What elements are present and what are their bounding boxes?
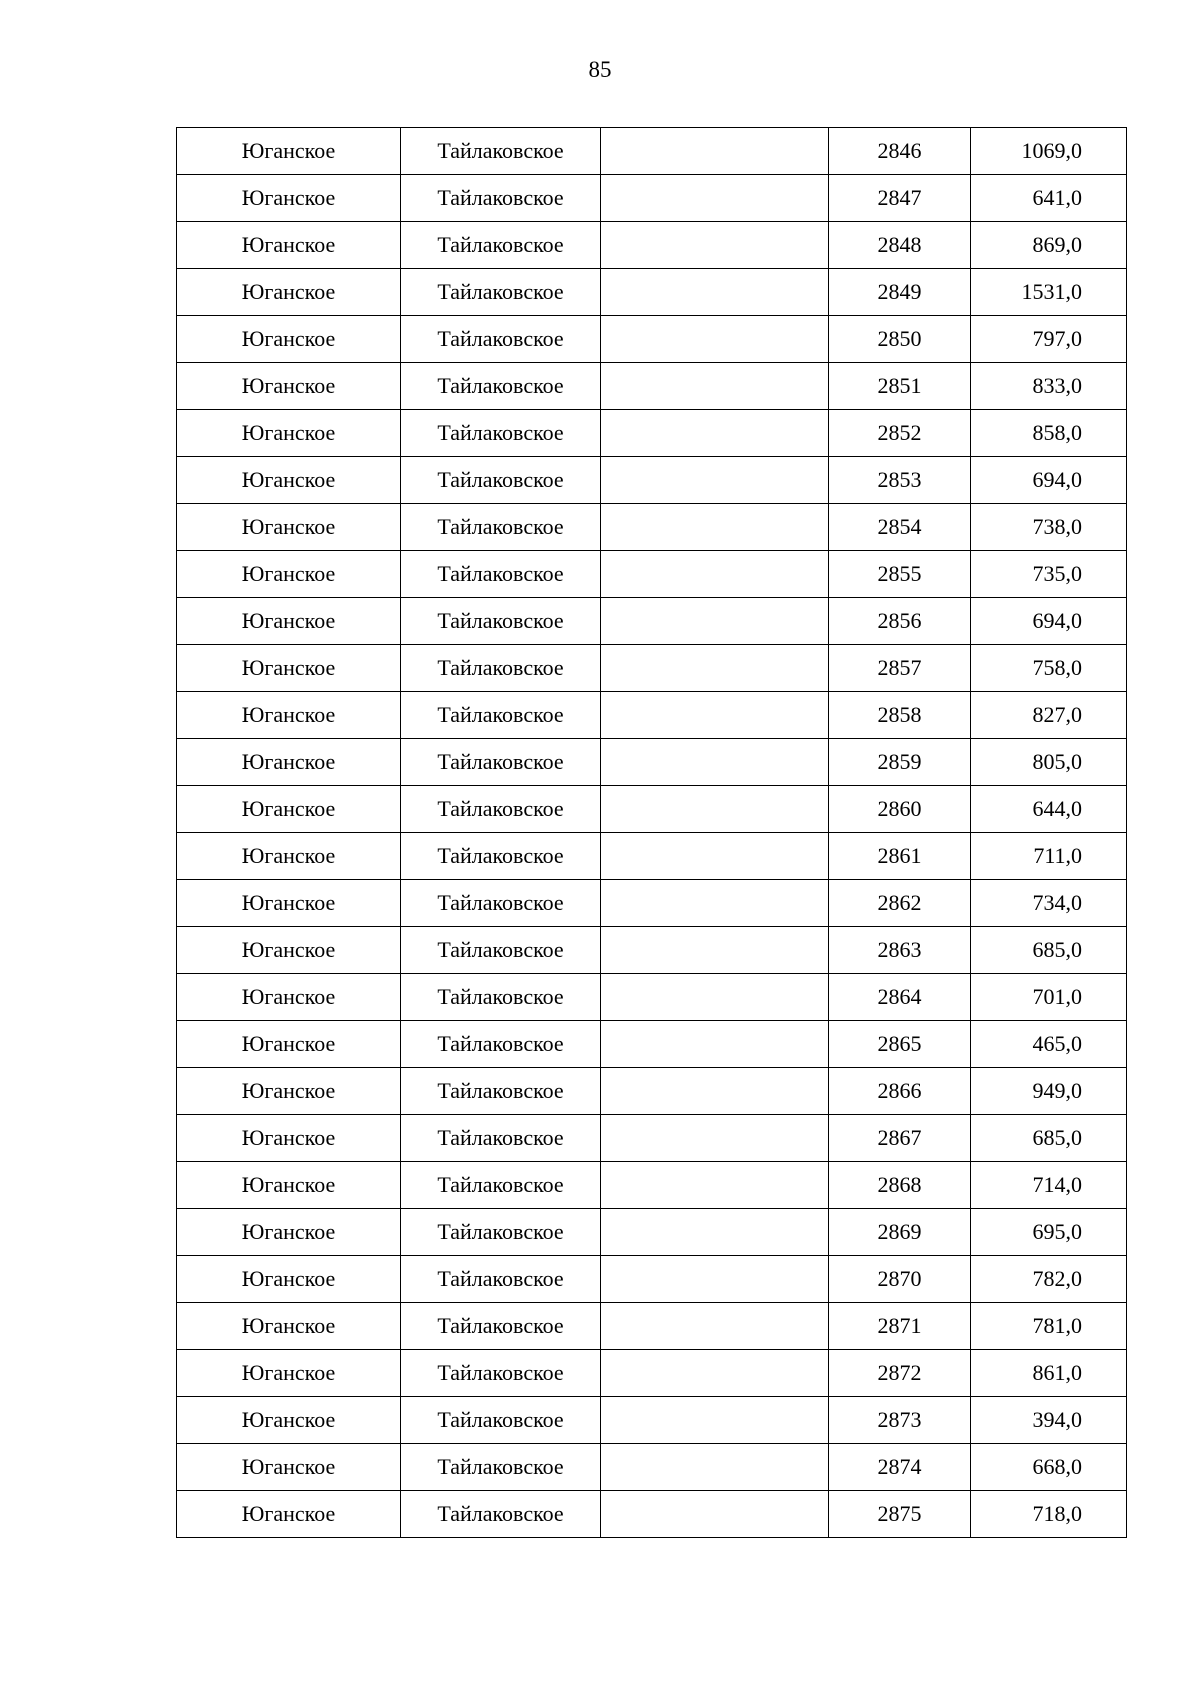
field-cell: Юганское [177,927,401,974]
number-cell: 2870 [829,1256,971,1303]
value-cell: 685,0 [971,1115,1127,1162]
table-row [177,786,1127,833]
value-cell: 781,0 [971,1303,1127,1350]
number-cell: 2871 [829,1303,971,1350]
empty-cell [601,363,829,410]
data-table [176,127,1127,1538]
area-cell: Тайлаковское [401,1068,601,1115]
area-cell: Тайлаковское [401,1350,601,1397]
number-cell: 2849 [829,269,971,316]
empty-cell [601,598,829,645]
value-cell: 694,0 [971,598,1127,645]
empty-cell [601,269,829,316]
empty-cell [601,1256,829,1303]
value-cell: 701,0 [971,974,1127,1021]
value-cell: 782,0 [971,1256,1127,1303]
value-cell: 869,0 [971,222,1127,269]
table-row [177,269,1127,316]
page-number: 85 [588,57,612,82]
value-cell: 738,0 [971,504,1127,551]
empty-cell [601,222,829,269]
field-cell: Юганское [177,1115,401,1162]
empty-cell [601,128,829,175]
field-cell: Юганское [177,504,401,551]
table-row [177,1491,1127,1538]
area-cell: Тайлаковское [401,269,601,316]
table-row [177,974,1127,1021]
number-cell: 2858 [829,692,971,739]
number-cell: 2856 [829,598,971,645]
table-row [177,504,1127,551]
value-cell: 735,0 [971,551,1127,598]
number-cell: 2864 [829,974,971,1021]
field-cell: Юганское [177,1303,401,1350]
table-row [177,363,1127,410]
field-cell: Юганское [177,1162,401,1209]
field-cell: Юганское [177,128,401,175]
value-cell: 734,0 [971,880,1127,927]
area-cell: Тайлаковское [401,222,601,269]
table-row [177,1256,1127,1303]
area-cell: Тайлаковское [401,786,601,833]
value-cell: 758,0 [971,645,1127,692]
table-row [177,1115,1127,1162]
field-cell: Юганское [177,316,401,363]
table-row [177,551,1127,598]
number-cell: 2860 [829,786,971,833]
number-cell: 2848 [829,222,971,269]
area-cell: Тайлаковское [401,833,601,880]
field-cell: Юганское [177,645,401,692]
table-row [177,222,1127,269]
area-cell: Тайлаковское [401,974,601,1021]
value-cell: 1069,0 [971,128,1127,175]
number-cell: 2861 [829,833,971,880]
value-cell: 711,0 [971,833,1127,880]
number-cell: 2855 [829,551,971,598]
field-cell: Юганское [177,363,401,410]
table-row [177,457,1127,504]
field-cell: Юганское [177,1491,401,1538]
number-cell: 2875 [829,1491,971,1538]
table-row [177,128,1127,175]
table-row [177,739,1127,786]
value-cell: 827,0 [971,692,1127,739]
field-cell: Юганское [177,1444,401,1491]
field-cell: Юганское [177,598,401,645]
number-cell: 2857 [829,645,971,692]
empty-cell [601,833,829,880]
empty-cell [601,739,829,786]
value-cell: 805,0 [971,739,1127,786]
value-cell: 641,0 [971,175,1127,222]
area-cell: Тайлаковское [401,1256,601,1303]
number-cell: 2862 [829,880,971,927]
area-cell: Тайлаковское [401,1162,601,1209]
field-cell: Юганское [177,880,401,927]
area-cell: Тайлаковское [401,1303,601,1350]
number-cell: 2859 [829,739,971,786]
area-cell: Тайлаковское [401,316,601,363]
table-row [177,1068,1127,1115]
empty-cell [601,974,829,1021]
empty-cell [601,1021,829,1068]
number-cell: 2874 [829,1444,971,1491]
number-cell: 2846 [829,128,971,175]
area-cell: Тайлаковское [401,1444,601,1491]
number-cell: 2847 [829,175,971,222]
empty-cell [601,457,829,504]
field-cell: Юганское [177,974,401,1021]
value-cell: 695,0 [971,1209,1127,1256]
value-cell: 694,0 [971,457,1127,504]
area-cell: Тайлаковское [401,1115,601,1162]
field-cell: Юганское [177,175,401,222]
field-cell: Юганское [177,222,401,269]
field-cell: Юганское [177,692,401,739]
area-cell: Тайлаковское [401,175,601,222]
empty-cell [601,1491,829,1538]
value-cell: 644,0 [971,786,1127,833]
table-row [177,316,1127,363]
area-cell: Тайлаковское [401,1209,601,1256]
value-cell: 1531,0 [971,269,1127,316]
table-row [177,645,1127,692]
area-cell: Тайлаковское [401,128,601,175]
number-cell: 2868 [829,1162,971,1209]
area-cell: Тайлаковское [401,1491,601,1538]
number-cell: 2850 [829,316,971,363]
empty-cell [601,927,829,974]
area-cell: Тайлаковское [401,410,601,457]
empty-cell [601,645,829,692]
field-cell: Юганское [177,739,401,786]
empty-cell [601,1068,829,1115]
field-cell: Юганское [177,269,401,316]
area-cell: Тайлаковское [401,504,601,551]
number-cell: 2866 [829,1068,971,1115]
empty-cell [601,1350,829,1397]
value-cell: 668,0 [971,1444,1127,1491]
field-cell: Юганское [177,1256,401,1303]
area-cell: Тайлаковское [401,457,601,504]
area-cell: Тайлаковское [401,363,601,410]
number-cell: 2865 [829,1021,971,1068]
empty-cell [601,1303,829,1350]
table-row [177,1350,1127,1397]
empty-cell [601,504,829,551]
area-cell: Тайлаковское [401,1021,601,1068]
value-cell: 394,0 [971,1397,1127,1444]
value-cell: 465,0 [971,1021,1127,1068]
area-cell: Тайлаковское [401,692,601,739]
empty-cell [601,1115,829,1162]
number-cell: 2852 [829,410,971,457]
table-row [177,1397,1127,1444]
value-cell: 833,0 [971,363,1127,410]
area-cell: Тайлаковское [401,1397,601,1444]
number-cell: 2851 [829,363,971,410]
empty-cell [601,551,829,598]
empty-cell [601,410,829,457]
field-cell: Юганское [177,833,401,880]
number-cell: 2863 [829,927,971,974]
area-cell: Тайлаковское [401,645,601,692]
area-cell: Тайлаковское [401,880,601,927]
table-row [177,175,1127,222]
table-row [177,598,1127,645]
field-cell: Юганское [177,1209,401,1256]
table-row [177,880,1127,927]
empty-cell [601,316,829,363]
table-row [177,1209,1127,1256]
empty-cell [601,692,829,739]
empty-cell [601,1162,829,1209]
table-body [177,128,1127,1538]
field-cell: Юганское [177,457,401,504]
table-row [177,1303,1127,1350]
field-cell: Юганское [177,1068,401,1115]
table-row [177,1021,1127,1068]
value-cell: 718,0 [971,1491,1127,1538]
value-cell: 949,0 [971,1068,1127,1115]
value-cell: 861,0 [971,1350,1127,1397]
value-cell: 858,0 [971,410,1127,457]
table-row [177,927,1127,974]
table-row [177,833,1127,880]
field-cell: Юганское [177,1021,401,1068]
field-cell: Юганское [177,1397,401,1444]
field-cell: Юганское [177,551,401,598]
empty-cell [601,1444,829,1491]
value-cell: 714,0 [971,1162,1127,1209]
table-row [177,410,1127,457]
area-cell: Тайлаковское [401,551,601,598]
number-cell: 2872 [829,1350,971,1397]
table-row [177,692,1127,739]
table-row [177,1162,1127,1209]
empty-cell [601,880,829,927]
number-cell: 2869 [829,1209,971,1256]
value-cell: 685,0 [971,927,1127,974]
value-cell: 797,0 [971,316,1127,363]
area-cell: Тайлаковское [401,739,601,786]
number-cell: 2867 [829,1115,971,1162]
area-cell: Тайлаковское [401,927,601,974]
empty-cell [601,1397,829,1444]
field-cell: Юганское [177,786,401,833]
empty-cell [601,1209,829,1256]
empty-cell [601,175,829,222]
table-row [177,1444,1127,1491]
area-cell: Тайлаковское [401,598,601,645]
field-cell: Юганское [177,410,401,457]
number-cell: 2854 [829,504,971,551]
number-cell: 2873 [829,1397,971,1444]
field-cell: Юганское [177,1350,401,1397]
empty-cell [601,786,829,833]
number-cell: 2853 [829,457,971,504]
